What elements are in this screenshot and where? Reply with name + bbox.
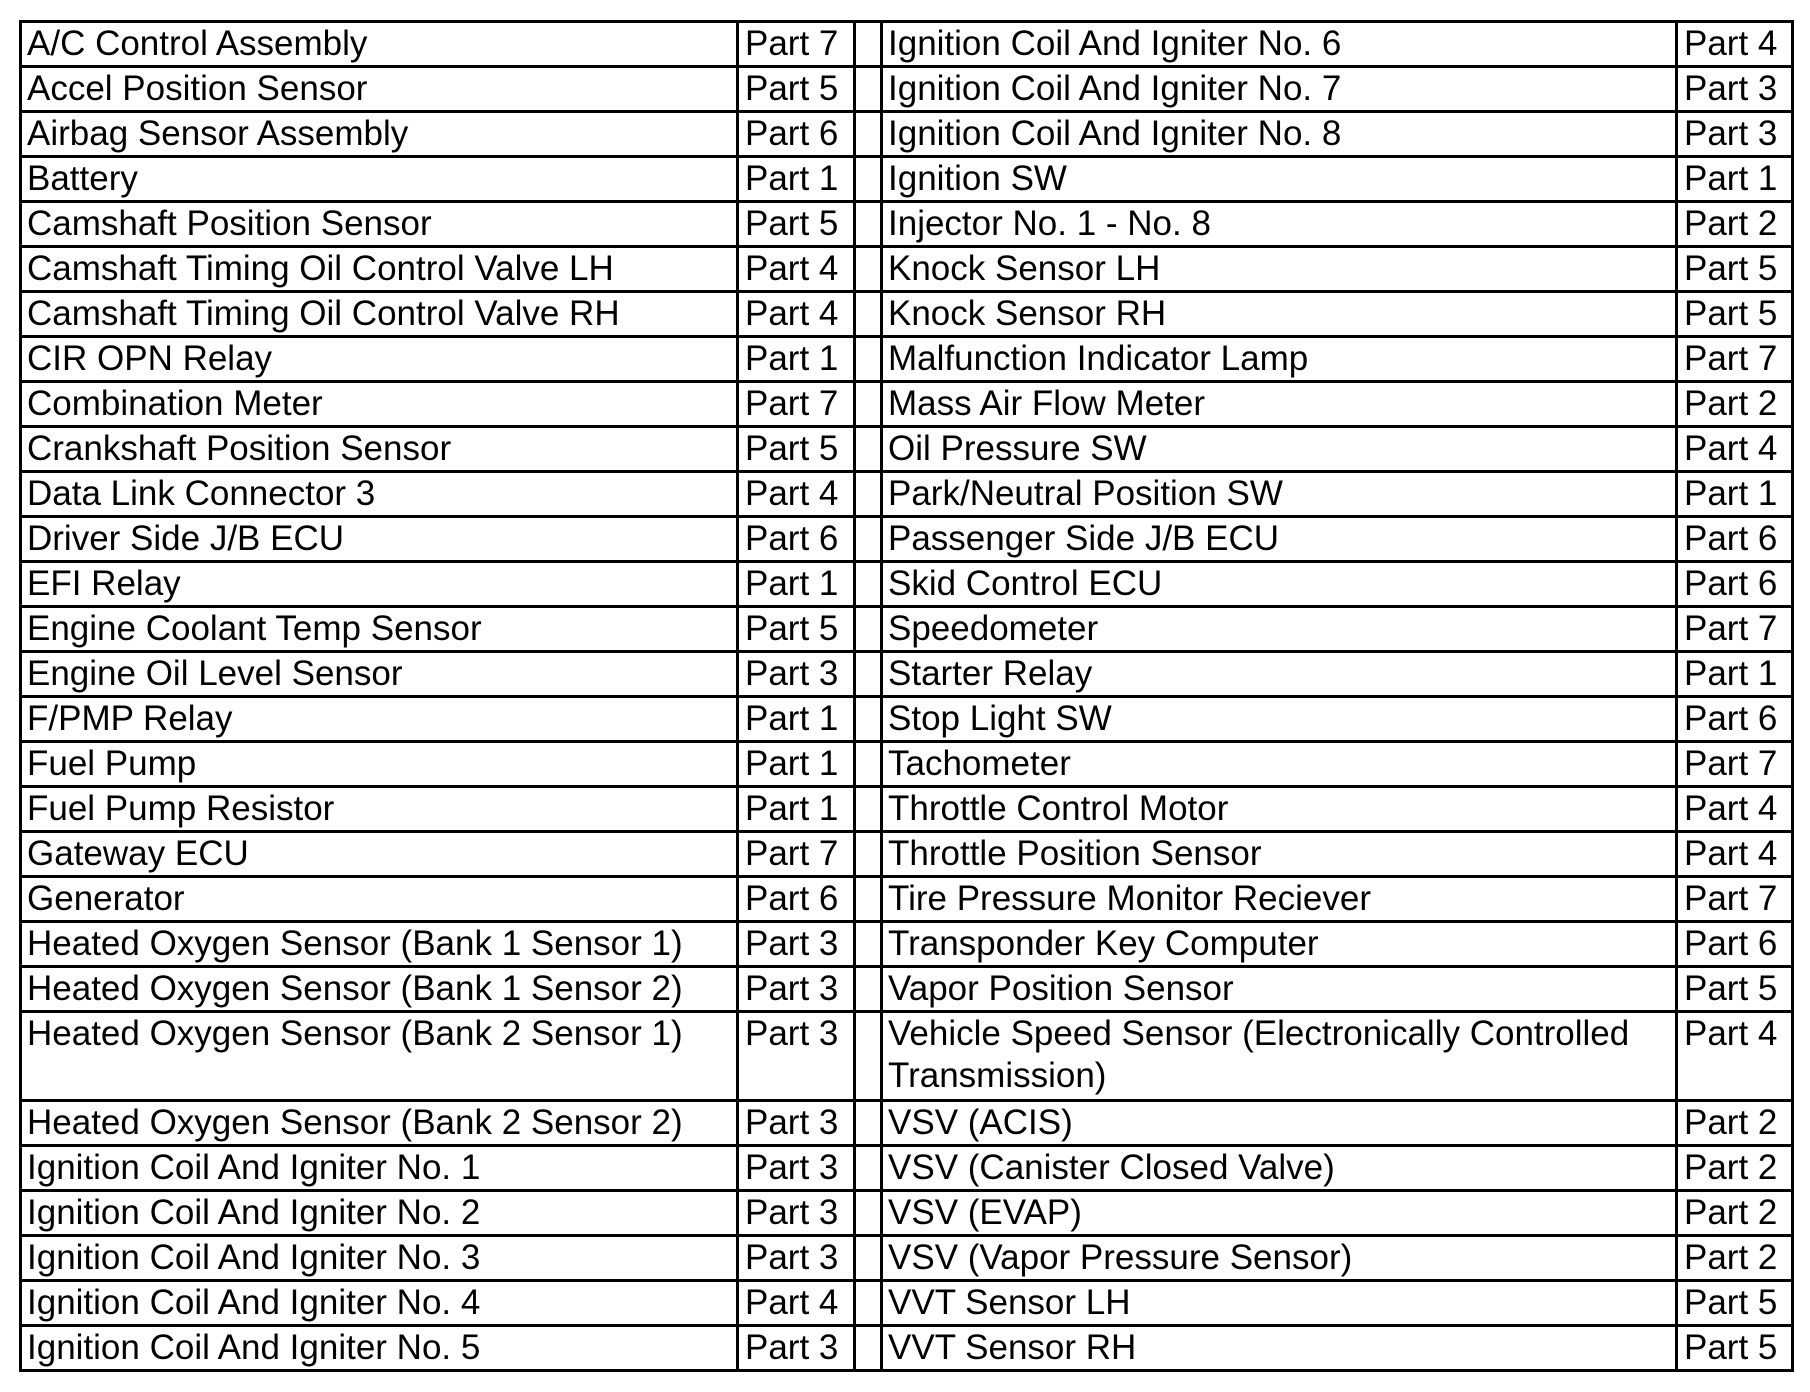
right-component-cell: Ignition SW bbox=[882, 157, 1677, 202]
table-row bbox=[21, 1012, 1793, 1101]
left-part-cell: Part 1 bbox=[738, 337, 855, 382]
column-separator bbox=[855, 22, 882, 67]
component-index-table bbox=[19, 20, 1794, 1372]
column-separator bbox=[855, 67, 882, 112]
column-separator bbox=[855, 112, 882, 157]
column-separator bbox=[855, 202, 882, 247]
column-separator bbox=[855, 697, 882, 742]
right-component-cell: Knock Sensor RH bbox=[882, 292, 1677, 337]
table-row bbox=[21, 832, 1793, 877]
left-component-cell: Camshaft Timing Oil Control Valve RH bbox=[21, 292, 738, 337]
left-component-cell: Camshaft Timing Oil Control Valve LH bbox=[21, 247, 738, 292]
left-part-cell: Part 5 bbox=[738, 67, 855, 112]
left-part-cell: Part 3 bbox=[738, 922, 855, 967]
left-component-cell: Ignition Coil And Igniter No. 2 bbox=[21, 1191, 738, 1236]
column-separator bbox=[855, 337, 882, 382]
left-part-cell: Part 1 bbox=[738, 562, 855, 607]
right-part-cell: Part 5 bbox=[1677, 1326, 1793, 1371]
left-part-cell: Part 4 bbox=[738, 1281, 855, 1326]
table-row bbox=[21, 562, 1793, 607]
column-separator bbox=[855, 562, 882, 607]
right-component-cell: VSV (EVAP) bbox=[882, 1191, 1677, 1236]
table-row bbox=[21, 22, 1793, 67]
right-component-cell: Starter Relay bbox=[882, 652, 1677, 697]
column-separator bbox=[855, 427, 882, 472]
table-row bbox=[21, 607, 1793, 652]
column-separator bbox=[855, 607, 882, 652]
column-separator bbox=[855, 1012, 882, 1101]
table-row bbox=[21, 157, 1793, 202]
left-component-cell: Crankshaft Position Sensor bbox=[21, 427, 738, 472]
left-part-cell: Part 7 bbox=[738, 382, 855, 427]
right-component-cell: Malfunction Indicator Lamp bbox=[882, 337, 1677, 382]
right-component-cell: Stop Light SW bbox=[882, 697, 1677, 742]
right-part-cell: Part 3 bbox=[1677, 112, 1793, 157]
left-component-cell: Airbag Sensor Assembly bbox=[21, 112, 738, 157]
right-part-cell: Part 7 bbox=[1677, 877, 1793, 922]
right-component-cell: Speedometer bbox=[882, 607, 1677, 652]
left-component-cell: Heated Oxygen Sensor (Bank 2 Sensor 2) bbox=[21, 1101, 738, 1146]
column-separator bbox=[855, 742, 882, 787]
column-separator bbox=[855, 1326, 882, 1371]
left-component-cell: EFI Relay bbox=[21, 562, 738, 607]
left-component-cell: Engine Oil Level Sensor bbox=[21, 652, 738, 697]
right-part-cell: Part 4 bbox=[1677, 22, 1793, 67]
column-separator bbox=[855, 787, 882, 832]
right-part-cell: Part 4 bbox=[1677, 1012, 1793, 1101]
table-row bbox=[21, 337, 1793, 382]
right-part-cell: Part 2 bbox=[1677, 1146, 1793, 1191]
left-part-cell: Part 6 bbox=[738, 877, 855, 922]
right-component-cell: Vehicle Speed Sensor (Electronically Controlled Transmission) bbox=[882, 1012, 1677, 1101]
right-part-cell: Part 5 bbox=[1677, 1281, 1793, 1326]
left-part-cell: Part 3 bbox=[738, 652, 855, 697]
table-row bbox=[21, 472, 1793, 517]
right-part-cell: Part 2 bbox=[1677, 382, 1793, 427]
right-part-cell: Part 6 bbox=[1677, 922, 1793, 967]
left-component-cell: Battery bbox=[21, 157, 738, 202]
right-part-cell: Part 2 bbox=[1677, 202, 1793, 247]
right-component-cell: Mass Air Flow Meter bbox=[882, 382, 1677, 427]
right-component-cell: Skid Control ECU bbox=[882, 562, 1677, 607]
right-part-cell: Part 4 bbox=[1677, 832, 1793, 877]
table-row bbox=[21, 1236, 1793, 1281]
left-component-cell: F/PMP Relay bbox=[21, 697, 738, 742]
column-separator bbox=[855, 1236, 882, 1281]
right-part-cell: Part 2 bbox=[1677, 1236, 1793, 1281]
right-component-cell: Knock Sensor LH bbox=[882, 247, 1677, 292]
right-component-cell: Ignition Coil And Igniter No. 6 bbox=[882, 22, 1677, 67]
left-part-cell: Part 7 bbox=[738, 832, 855, 877]
table-row bbox=[21, 382, 1793, 427]
table-row bbox=[21, 1101, 1793, 1146]
right-component-cell: Injector No. 1 - No. 8 bbox=[882, 202, 1677, 247]
table-row bbox=[21, 1191, 1793, 1236]
left-part-cell: Part 1 bbox=[738, 697, 855, 742]
table-row bbox=[21, 112, 1793, 157]
right-component-cell: Vapor Position Sensor bbox=[882, 967, 1677, 1012]
left-component-cell: Heated Oxygen Sensor (Bank 1 Sensor 1) bbox=[21, 922, 738, 967]
left-part-cell: Part 3 bbox=[738, 1191, 855, 1236]
left-component-cell: Accel Position Sensor bbox=[21, 67, 738, 112]
right-part-cell: Part 4 bbox=[1677, 787, 1793, 832]
left-component-cell: Fuel Pump bbox=[21, 742, 738, 787]
left-part-cell: Part 1 bbox=[738, 157, 855, 202]
right-part-cell: Part 6 bbox=[1677, 562, 1793, 607]
left-part-cell: Part 3 bbox=[738, 1146, 855, 1191]
left-component-cell: Combination Meter bbox=[21, 382, 738, 427]
table-row bbox=[21, 787, 1793, 832]
right-component-cell: VSV (Canister Closed Valve) bbox=[882, 1146, 1677, 1191]
left-part-cell: Part 6 bbox=[738, 517, 855, 562]
column-separator bbox=[855, 1281, 882, 1326]
right-component-cell: VVT Sensor LH bbox=[882, 1281, 1677, 1326]
right-component-cell: Oil Pressure SW bbox=[882, 427, 1677, 472]
right-part-cell: Part 7 bbox=[1677, 742, 1793, 787]
left-component-cell: Fuel Pump Resistor bbox=[21, 787, 738, 832]
left-component-cell: CIR OPN Relay bbox=[21, 337, 738, 382]
left-part-cell: Part 4 bbox=[738, 292, 855, 337]
column-separator bbox=[855, 967, 882, 1012]
left-part-cell: Part 5 bbox=[738, 202, 855, 247]
left-component-cell: Heated Oxygen Sensor (Bank 1 Sensor 2) bbox=[21, 967, 738, 1012]
left-component-cell: Driver Side J/B ECU bbox=[21, 517, 738, 562]
left-part-cell: Part 4 bbox=[738, 247, 855, 292]
right-component-cell: Throttle Position Sensor bbox=[882, 832, 1677, 877]
column-separator bbox=[855, 832, 882, 877]
right-component-cell: Transponder Key Computer bbox=[882, 922, 1677, 967]
left-component-cell: Ignition Coil And Igniter No. 1 bbox=[21, 1146, 738, 1191]
right-component-cell: Passenger Side J/B ECU bbox=[882, 517, 1677, 562]
left-part-cell: Part 1 bbox=[738, 787, 855, 832]
right-component-cell: VSV (ACIS) bbox=[882, 1101, 1677, 1146]
column-separator bbox=[855, 877, 882, 922]
left-part-cell: Part 1 bbox=[738, 742, 855, 787]
left-component-cell: Ignition Coil And Igniter No. 4 bbox=[21, 1281, 738, 1326]
table-row bbox=[21, 742, 1793, 787]
right-part-cell: Part 2 bbox=[1677, 1101, 1793, 1146]
right-component-cell: Throttle Control Motor bbox=[882, 787, 1677, 832]
left-part-cell: Part 3 bbox=[738, 1101, 855, 1146]
table-row bbox=[21, 292, 1793, 337]
right-part-cell: Part 5 bbox=[1677, 292, 1793, 337]
right-part-cell: Part 5 bbox=[1677, 247, 1793, 292]
right-component-cell: Ignition Coil And Igniter No. 8 bbox=[882, 112, 1677, 157]
column-separator bbox=[855, 922, 882, 967]
left-part-cell: Part 4 bbox=[738, 472, 855, 517]
column-separator bbox=[855, 157, 882, 202]
right-part-cell: Part 6 bbox=[1677, 697, 1793, 742]
right-component-cell: VVT Sensor RH bbox=[882, 1326, 1677, 1371]
right-part-cell: Part 3 bbox=[1677, 67, 1793, 112]
column-separator bbox=[855, 382, 882, 427]
right-component-cell: Tire Pressure Monitor Reciever bbox=[882, 877, 1677, 922]
column-separator bbox=[855, 247, 882, 292]
left-part-cell: Part 5 bbox=[738, 607, 855, 652]
left-component-cell: Ignition Coil And Igniter No. 3 bbox=[21, 1236, 738, 1281]
right-component-cell: Park/Neutral Position SW bbox=[882, 472, 1677, 517]
table-row bbox=[21, 67, 1793, 112]
table-row bbox=[21, 877, 1793, 922]
right-part-cell: Part 2 bbox=[1677, 1191, 1793, 1236]
column-separator bbox=[855, 1101, 882, 1146]
column-separator bbox=[855, 517, 882, 562]
left-component-cell: Heated Oxygen Sensor (Bank 2 Sensor 1) bbox=[21, 1012, 738, 1101]
left-part-cell: Part 3 bbox=[738, 967, 855, 1012]
right-part-cell: Part 7 bbox=[1677, 607, 1793, 652]
table-row bbox=[21, 967, 1793, 1012]
left-component-cell: Ignition Coil And Igniter No. 5 bbox=[21, 1326, 738, 1371]
left-component-cell: Generator bbox=[21, 877, 738, 922]
left-part-cell: Part 3 bbox=[738, 1012, 855, 1101]
left-component-cell: Gateway ECU bbox=[21, 832, 738, 877]
right-part-cell: Part 1 bbox=[1677, 652, 1793, 697]
left-part-cell: Part 5 bbox=[738, 427, 855, 472]
right-part-cell: Part 5 bbox=[1677, 967, 1793, 1012]
column-separator bbox=[855, 472, 882, 517]
table-row bbox=[21, 697, 1793, 742]
table-row bbox=[21, 652, 1793, 697]
table-body bbox=[21, 22, 1793, 1371]
right-component-cell: VSV (Vapor Pressure Sensor) bbox=[882, 1236, 1677, 1281]
right-part-cell: Part 7 bbox=[1677, 337, 1793, 382]
table-row bbox=[21, 247, 1793, 292]
left-component-cell: A/C Control Assembly bbox=[21, 22, 738, 67]
table-row bbox=[21, 1326, 1793, 1371]
left-part-cell: Part 3 bbox=[738, 1236, 855, 1281]
left-part-cell: Part 6 bbox=[738, 112, 855, 157]
table-row bbox=[21, 427, 1793, 472]
left-component-cell: Camshaft Position Sensor bbox=[21, 202, 738, 247]
column-separator bbox=[855, 292, 882, 337]
table-row bbox=[21, 202, 1793, 247]
right-part-cell: Part 1 bbox=[1677, 157, 1793, 202]
left-component-cell: Data Link Connector 3 bbox=[21, 472, 738, 517]
right-component-cell: Tachometer bbox=[882, 742, 1677, 787]
table-row bbox=[21, 922, 1793, 967]
right-component-cell: Ignition Coil And Igniter No. 7 bbox=[882, 67, 1677, 112]
column-separator bbox=[855, 652, 882, 697]
table-row bbox=[21, 1281, 1793, 1326]
table-row bbox=[21, 1146, 1793, 1191]
right-part-cell: Part 4 bbox=[1677, 427, 1793, 472]
column-separator bbox=[855, 1146, 882, 1191]
left-part-cell: Part 7 bbox=[738, 22, 855, 67]
column-separator bbox=[855, 1191, 882, 1236]
left-part-cell: Part 3 bbox=[738, 1326, 855, 1371]
right-part-cell: Part 1 bbox=[1677, 472, 1793, 517]
table-row bbox=[21, 517, 1793, 562]
left-component-cell: Engine Coolant Temp Sensor bbox=[21, 607, 738, 652]
right-part-cell: Part 6 bbox=[1677, 517, 1793, 562]
